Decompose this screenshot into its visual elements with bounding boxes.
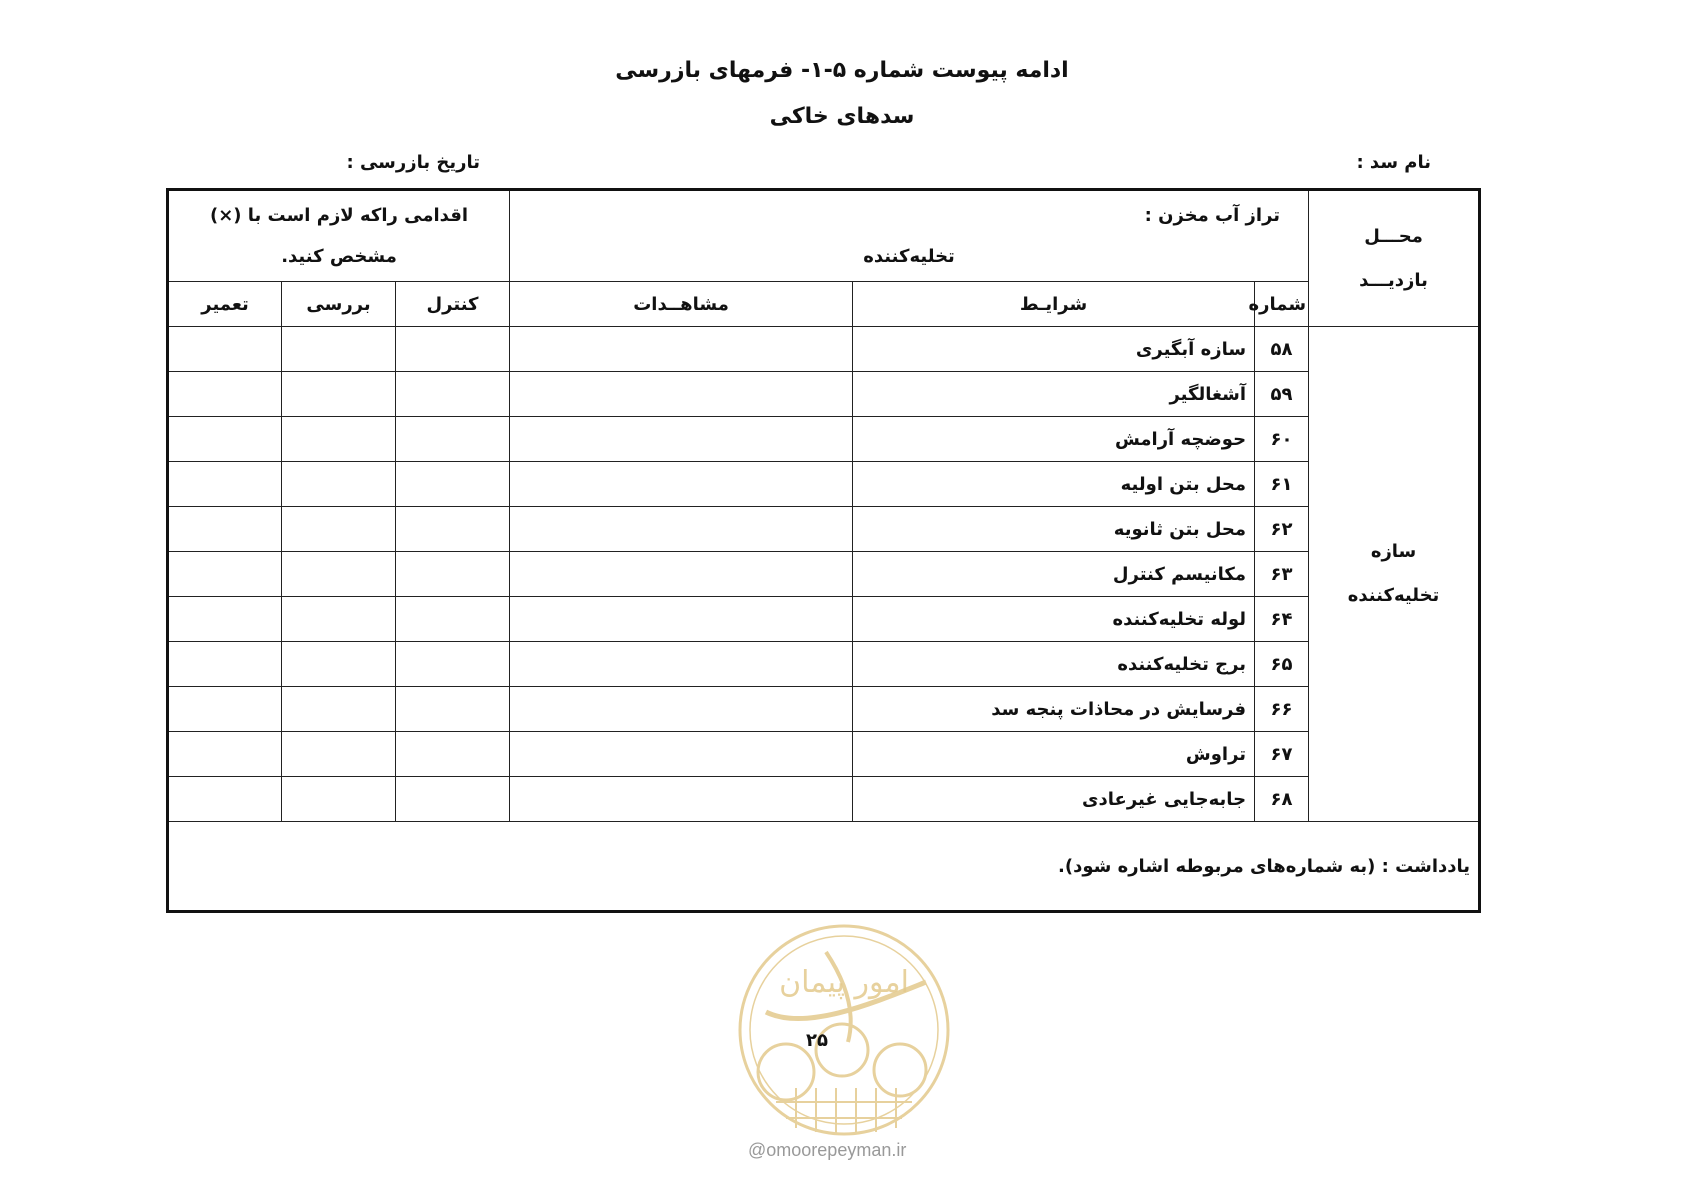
repair-checkbox-cell[interactable]: [168, 777, 282, 822]
row-number: ۵۸: [1255, 327, 1309, 372]
control-checkbox-cell[interactable]: [396, 462, 510, 507]
site-header-cell: [1309, 190, 1480, 327]
row-item: برج تخلیه‌کننده: [853, 642, 1255, 687]
observation-cell[interactable]: [510, 327, 853, 372]
watermark-logo-text: امور پیمان: [779, 965, 909, 1000]
observation-cell[interactable]: [510, 642, 853, 687]
water-level-cell: [510, 190, 1309, 282]
row-item: مکانیسم کنترل: [853, 552, 1255, 597]
control-checkbox-cell[interactable]: [396, 777, 510, 822]
row-item: جابه‌جایی غیرعادی: [853, 777, 1255, 822]
table-row: [168, 777, 1480, 822]
col-review-header: بررسی: [282, 282, 396, 327]
table-row: [168, 642, 1480, 687]
control-checkbox-cell[interactable]: [396, 507, 510, 552]
table-row: [168, 507, 1480, 552]
table-row: [168, 462, 1480, 507]
review-checkbox-cell[interactable]: [282, 732, 396, 777]
review-checkbox-cell[interactable]: [282, 642, 396, 687]
site-group-line1: سازه: [1370, 541, 1417, 562]
repair-checkbox-cell[interactable]: [168, 372, 282, 417]
section-label: تخلیه‌کننده: [863, 246, 955, 267]
site-header-line1: محـــل: [1364, 225, 1423, 247]
review-checkbox-cell[interactable]: [282, 372, 396, 417]
row-item: محل بتن ثانویه: [853, 507, 1255, 552]
review-checkbox-cell[interactable]: [282, 552, 396, 597]
review-checkbox-cell[interactable]: [282, 462, 396, 507]
repair-checkbox-cell[interactable]: [168, 327, 282, 372]
site-header-line2: بازدیـــد: [1359, 269, 1428, 291]
observation-cell[interactable]: [510, 462, 853, 507]
observation-cell[interactable]: [510, 372, 853, 417]
row-item: حوضچه آرامش: [853, 417, 1255, 462]
control-checkbox-cell[interactable]: [396, 687, 510, 732]
row-item: آشغالگیر: [853, 372, 1255, 417]
repair-checkbox-cell[interactable]: [168, 552, 282, 597]
review-checkbox-cell[interactable]: [282, 507, 396, 552]
row-item: لوله تخلیه‌کننده: [853, 597, 1255, 642]
col-control-header: کنترل: [396, 282, 510, 327]
action-header-line2: مشخص کنید.: [281, 246, 397, 267]
control-checkbox-cell[interactable]: [396, 372, 510, 417]
control-checkbox-cell[interactable]: [396, 732, 510, 777]
col-number-header: شماره: [1255, 282, 1309, 327]
control-checkbox-cell[interactable]: [396, 417, 510, 462]
page-title: ادامه پیوست شماره ۵-۱- فرمهای بازرسی: [615, 58, 1069, 83]
table-row: [168, 597, 1480, 642]
table-row: [168, 327, 1480, 372]
observation-cell[interactable]: [510, 552, 853, 597]
row-number: ۵۹: [1255, 372, 1309, 417]
header-row-2: [168, 282, 1480, 327]
review-checkbox-cell[interactable]: [282, 777, 396, 822]
action-header-line1: اقدامی راکه لازم است با (×): [209, 205, 469, 226]
control-checkbox-cell[interactable]: [396, 327, 510, 372]
review-checkbox-cell[interactable]: [282, 417, 396, 462]
inspection-date-label: تاریخ بازرسی :: [346, 152, 480, 173]
repair-checkbox-cell[interactable]: [168, 417, 282, 462]
control-checkbox-cell[interactable]: [396, 642, 510, 687]
row-item: سازه آبگیری: [853, 327, 1255, 372]
observation-cell[interactable]: [510, 417, 853, 462]
row-number: ۶۰: [1255, 417, 1309, 462]
review-checkbox-cell[interactable]: [282, 597, 396, 642]
table-row: [168, 417, 1480, 462]
review-checkbox-cell[interactable]: [282, 687, 396, 732]
row-number: ۶۵: [1255, 642, 1309, 687]
header-row-1: [168, 190, 1480, 282]
observation-cell[interactable]: [510, 732, 853, 777]
repair-checkbox-cell[interactable]: [168, 597, 282, 642]
row-number: ۶۶: [1255, 687, 1309, 732]
col-repair-header: تعمیر: [168, 282, 282, 327]
note-row: [168, 822, 1480, 912]
action-header-cell: [168, 190, 510, 282]
row-number: ۶۴: [1255, 597, 1309, 642]
col-condition-header: شرایـط: [853, 282, 1255, 327]
table-row: [168, 732, 1480, 777]
row-number: ۶۸: [1255, 777, 1309, 822]
observation-cell[interactable]: [510, 687, 853, 732]
site-group-cell: [1309, 327, 1480, 822]
page-number: ۲۵: [806, 1030, 828, 1051]
row-number: ۶۱: [1255, 462, 1309, 507]
observation-cell[interactable]: [510, 777, 853, 822]
repair-checkbox-cell[interactable]: [168, 687, 282, 732]
review-checkbox-cell[interactable]: [282, 327, 396, 372]
table-row: [168, 687, 1480, 732]
row-number: ۶۷: [1255, 732, 1309, 777]
water-level-label: تراز آب مخزن :: [1144, 205, 1281, 226]
watermark-logo: [736, 922, 952, 1138]
row-number: ۶۲: [1255, 507, 1309, 552]
dam-name-label: نام سد :: [1356, 152, 1431, 173]
repair-checkbox-cell[interactable]: [168, 507, 282, 552]
note-cell[interactable]: یادداشت : (به شماره‌های مربوطه اشاره شود).: [168, 822, 1480, 912]
control-checkbox-cell[interactable]: [396, 597, 510, 642]
inspection-form-table: [166, 188, 1481, 913]
col-observations-header: مشاهــدات: [510, 282, 853, 327]
row-number: ۶۳: [1255, 552, 1309, 597]
repair-checkbox-cell[interactable]: [168, 642, 282, 687]
site-group-line2: تخلیه‌کننده: [1347, 585, 1440, 606]
observation-cell[interactable]: [510, 597, 853, 642]
repair-checkbox-cell[interactable]: [168, 732, 282, 777]
observation-cell[interactable]: [510, 507, 853, 552]
control-checkbox-cell[interactable]: [396, 552, 510, 597]
row-item: محل بتن اولیه: [853, 462, 1255, 507]
table-row: [168, 552, 1480, 597]
table-row: [168, 372, 1480, 417]
website-watermark[interactable]: @omoorepeyman.ir: [748, 1140, 907, 1160]
row-item: فرسایش در محاذات پنجه سد: [853, 687, 1255, 732]
page-subtitle: سدهای خاکی: [769, 104, 915, 129]
repair-checkbox-cell[interactable]: [168, 462, 282, 507]
row-item: تراوش: [853, 732, 1255, 777]
